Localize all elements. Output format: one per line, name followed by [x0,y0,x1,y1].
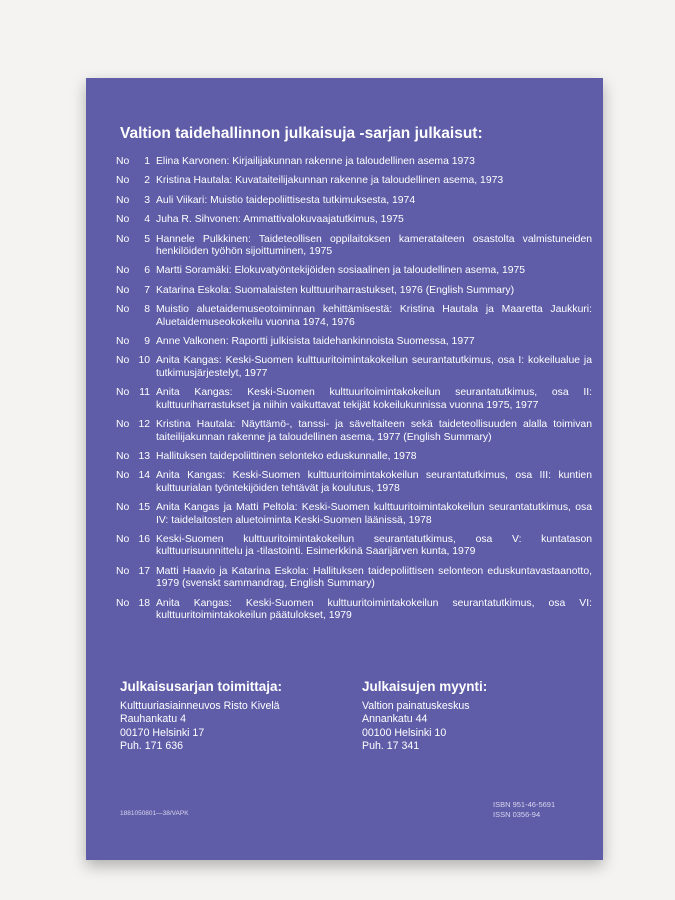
no-label: No [116,565,130,577]
entry-text: Anita Kangas: Keski-Suomen kulttuuritoimintakokeilun seurantatutkimus, osa II: kulttuuriharrastukset ja niihin vaikuttavat tekijät kokeilukunnissa vuonna 1975, 1977 [156,387,592,411]
no-label: No [116,194,130,206]
entry-text: Matti Haavio ja Katarina Eskola: Hallituksen taidepoliittisen selonteon eduskuntavastaanotto, 1979 (svenskt sammandrag, English Summary) [156,565,592,590]
sales-line: 00100 Helsinki 10 [362,726,447,739]
no-label: No [116,265,130,277]
entry-text: Kristina Hautala: Näyttämö-, tanssi- ja säveltaiteen sekä taideteollisuuden alalla toimivan taiteilijakunnan rakenne ja taloudellinen asema, 1977 (English Summary) [156,419,592,443]
list-item [116,419,592,444]
entry-number: 9 [144,336,150,348]
list-item [116,502,592,527]
list-item [116,265,592,277]
list-item [116,304,592,329]
list-item [116,156,592,168]
editor-title: Julkaisusarjan toimittaja: [120,679,283,694]
list-item [116,451,592,463]
entry-text: Martti Soramäki: Elokuvatyöntekijöiden sosiaalinen ja taloudellinen asema, 1975 [156,265,526,277]
entry-text: Hannele Pulkkinen: Taideteollisen oppilaitoksen kamerataiteen osastolta valmistuneiden henkilöiden työhön sijoittuminen, 1975 [156,233,592,258]
entry-number: 4 [144,214,150,226]
no-label: No [116,470,130,482]
print-code: 1881050801—38/VAPK [120,810,189,817]
sales-line: Valtion painatuskeskus [362,699,470,712]
no-label: No [116,175,130,187]
entry-text: Anne Valkonen: Raportti julkisista taidehankinnoista Suomessa, 1977 [156,336,475,348]
sales-line: Puh. 17 341 [362,740,420,753]
no-label: No [116,355,130,367]
entry-number: 10 [138,355,150,367]
entry-number: 7 [144,284,150,296]
entry-text: Anita Kangas: Keski-Suomen kulttuuritoimintakokeilun seurantatutkimus, osa III: kuntien kulttuurialan työntekijöiden tehtävät ja koulutus, 1978 [156,470,592,494]
entry-number: 3 [144,194,150,206]
entry-text: Muistio aluetaidemuseotoiminnan kehittämisestä: Kristina Hautala ja Maaretta Jaukkuri: Aluetaidemuseokokeilu vuonna 1974, 1976 [156,304,592,328]
list-item [116,355,592,380]
no-label: No [116,597,130,609]
entry-text: Hallituksen taidepoliittinen selonteko eduskunnalle, 1978 [156,450,417,462]
isbn-number: ISBN 951-46-5691 [493,800,556,809]
list-item [116,534,592,559]
no-label: No [116,450,130,462]
no-label: No [116,284,130,296]
list-item [116,175,592,187]
list-item [116,598,592,623]
sales-contact [362,680,487,754]
entry-number: 6 [144,265,150,277]
editor-line: Kulttuuriasiainneuvos Risto Kivelä [120,699,280,712]
entry-text: Kristina Hautala: Kuvataiteilijakunnan rakenne ja taloudellinen asema, 1973 [156,175,504,187]
list-item [116,387,592,412]
book-back-cover [86,78,603,860]
entry-number: 13 [138,450,150,462]
entry-text: Elina Karvonen: Kirjailijakunnan rakenne ja taloudellinen asema 1973 [156,156,475,167]
entry-number: 14 [138,470,150,482]
entry-text: Katarina Eskola: Suomalaisten kulttuuriharrastukset, 1976 (English Summary) [156,284,515,296]
no-label: No [116,304,130,316]
entry-number: 16 [138,533,150,545]
entry-text: Anita Kangas: Keski-Suomen kulttuuritoimintakokeilun seurantatutkimus, osa VI: kulttuuritoimintakokeilun päätulokset, 1979 [156,597,592,621]
no-label: No [116,233,130,245]
entry-number: 11 [139,387,150,399]
no-label: No [116,387,130,399]
entry-number: 5 [144,233,150,245]
entry-number: 12 [138,419,150,431]
no-label: No [116,336,130,348]
list-item [116,470,592,495]
editor-contact [120,680,282,754]
entry-number: 2 [144,175,150,187]
entry-number: 15 [138,502,150,514]
entry-number: 17 [138,565,150,577]
series-heading: Valtion taidehallinnon julkaisuja -sarjan julkaisut: [120,125,483,142]
list-item [116,195,592,207]
entry-text: Juha R. Sihvonen: Ammattivalokuvaajatutkimus, 1975 [156,214,404,226]
entry-text: Anita Kangas ja Matti Peltola: Keski-Suomen kulttuuritoimintakokeilun seurantatutkimus, osa IV: taidelaitosten aluetoiminta Keski-Suomen läänissä, 1978 [156,502,592,526]
no-label: No [116,419,130,431]
no-label: No [116,214,130,226]
entry-number: 8 [144,304,150,316]
list-item [116,566,592,591]
no-label: No [116,156,130,167]
editor-line: 00170 Helsinki 17 [120,726,205,739]
entry-number: 18 [138,597,150,609]
list-item [116,336,592,348]
list-item [116,285,592,297]
entry-number: 1 [144,156,150,167]
entry-text: Anita Kangas: Keski-Suomen kulttuuritoimintakokeilun seurantatutkimus, osa I: kokeilualue ja tutkimusjärjestelyt, 1977 [156,355,592,379]
list-item [116,214,592,226]
publication-list [116,156,592,629]
no-label: No [116,533,130,545]
entry-text: Keski-Suomen kulttuuritoimintakokeilun seurantatutkimus, osa V: kuntatason kulttuurisuunnittelu ja -tilastointi. Esimerkkinä Saarijärven kunta, 1979 [156,533,592,558]
no-label: No [116,502,130,514]
isbn-block [493,800,555,820]
editor-line: Rauhankatu 4 [120,713,186,726]
list-item [116,234,592,259]
sales-title: Julkaisujen myynti: [362,679,488,694]
issn-number: ISSN 0356-94 [493,810,541,819]
editor-line: Puh. 171 636 [120,740,184,753]
entry-text: Auli Viikari: Muistio taidepoliittisesta tutkimuksesta, 1974 [156,194,416,206]
sales-line: Annankatu 44 [362,713,428,726]
